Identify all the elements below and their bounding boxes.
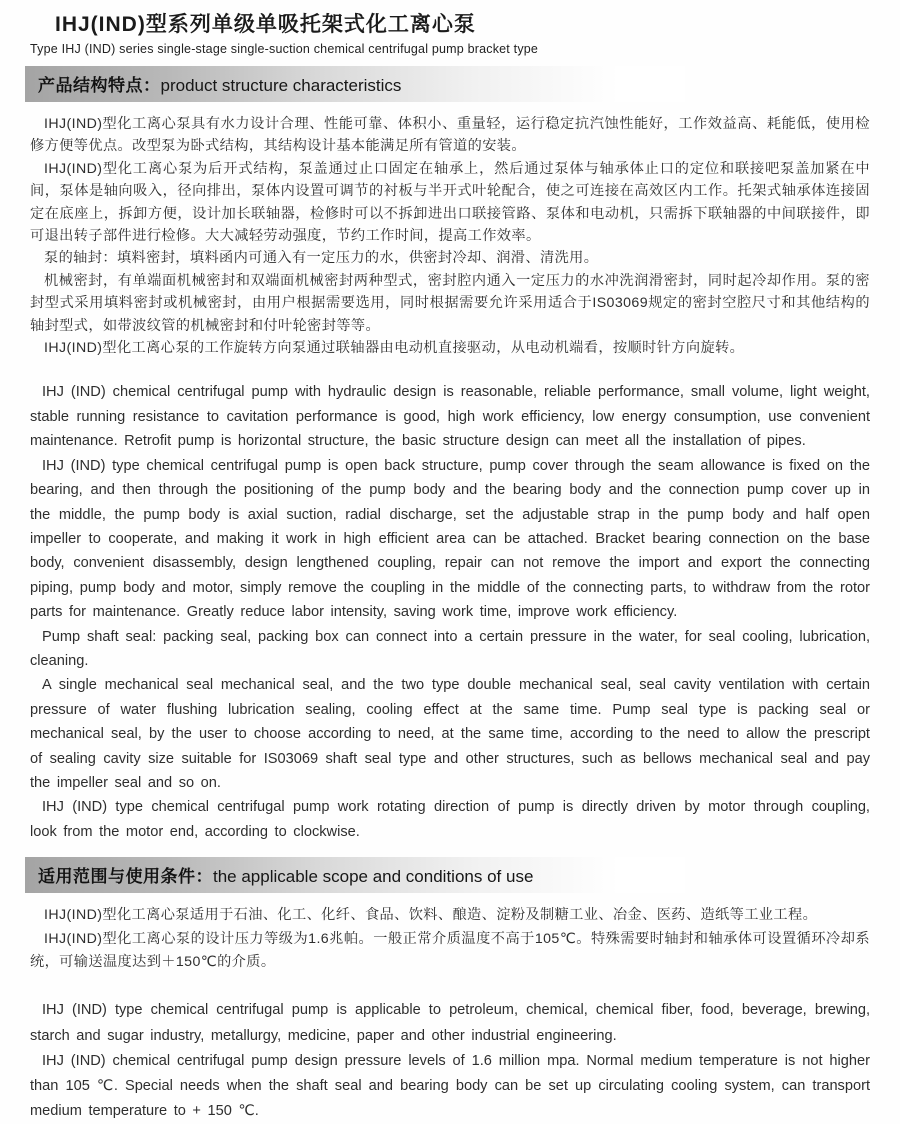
section1-chinese-paragraphs: [30, 113, 870, 359]
en-paragraph: IHJ (IND) chemical centrifugal pump with hydraulic design is reasonable, reliable performance, small volume, light weight, stable running resistance to cavitation performance is good, high work efficiency, low energy consumption, use convenient maintenance. Retrofit pump is horizontal structure, the basic structure design can meet all the installation of pipes.: [30, 384, 870, 450]
section-heading-cn: 适用范围与使用条件：: [38, 867, 213, 887]
section-heading-cn: 产品结构特点：: [38, 76, 161, 95]
page-title: IHJ(IND)型系列单级单吸托架式化工离心泵: [55, 13, 476, 36]
en-paragraph: IHJ (IND) type chemical centrifugal pump is applicable to petroleum, chemical, chemical fiber, food, beverage, brewing, starch and sugar industry, metallurgy, medicine, paper and other industrial engineering.: [30, 1002, 870, 1044]
en-paragraph: IHJ (IND) chemical centrifugal pump design pressure levels of 1.6 million mpa. Normal medium temperature is not higher than 105 ℃. Special needs when the shaft seal and bearing body can be set up circulating cooling system, can transport medium temperature to + 150 ℃.: [30, 1052, 870, 1120]
cn-paragraph: IHJ(IND)型化工离心泵的工作旋转方向泵通过联轴器由电动机直接驱动，从电动机端看，按顺时针方向旋转。: [44, 340, 745, 357]
cn-paragraph: IHJ(IND)型化工离心泵适用于石油、化工、化纤、食品、饮料、酿造、淀粉及制糖工业、冶金、医药、造纸等工业工程。: [44, 907, 818, 924]
page-subtitle: Type IHJ (IND) series single-stage single-suction chemical centrifugal pump bracket type: [30, 42, 539, 56]
en-paragraph: Pump shaft seal: packing seal, packing box can connect into a certain pressure in the water, for seal cooling, lubrication, cleaning.: [30, 628, 870, 669]
section-heading-applicable-scope: [25, 857, 685, 893]
cn-paragraph: IHJ(IND)型化工离心泵为后开式结构，泵盖通过止口固定在轴承上，然后通过泵体与轴承体止口的定位和联接吧泵盖加紧在中间，泵体是轴向吸入，径向排出，泵体内设置可调节的衬板与半开式叶轮配合，使之可连接在高效区内工作。托架式轴承体连接固定在底座上，拆卸方便，设计加长联轴器，检修时可以不拆卸进出口联接管路、泵体和电动机，只需拆下联轴器的中间联接件，即可退出转子部件进行检修。大大减轻劳动强度，节约工作时间，提高工作效率。: [30, 160, 870, 245]
cn-paragraph: IHJ(IND)型化工离心泵的设计压力等级为1.6兆帕。一般正常介质温度不高于105℃。特殊需要时轴封和轴承体可设置循环冷却系统，可输送温度达到＋150℃的介质。: [30, 930, 870, 970]
section2-english-paragraphs: [30, 998, 870, 1124]
en-paragraph: A single mechanical seal mechanical seal, and the two type double mechanical seal, seal cavity ventilation with certain pressure of water flushing lubrication sealing, cooling effect at the same time. Pump seal type is packing seal or mechanical seal, by the user to choose according to need, at the same time, according to the need to allow the prescript of sealing cavity size suitable for IS03069 shaft seal type and other structures, such as bellows mechanical seal and pay the impeller seal and so on.: [30, 677, 870, 791]
section-heading-en: the applicable scope and conditions of use: [213, 867, 534, 887]
section2-chinese-paragraphs: [30, 904, 870, 974]
section-heading-en: product structure characteristics: [160, 76, 402, 95]
cn-paragraph: 泵的轴封：填料密封，填料函内可通入有一定压力的水，供密封冷却、润滑、清洗用。: [44, 250, 599, 267]
cn-paragraph: 机械密封，有单端面机械密封和双端面机械密封两种型式，密封腔内通入一定压力的水冲洗润滑密封，同时起冷却作用。泵的密封型式采用填料密封或机械密封，由用户根据需要选用，同时根据需要允许采用适合于IS03069规定的密封空腔尺寸和其他结构的轴封型式，如带波纹管的机械密封和付叶轮密封等等。: [30, 272, 870, 334]
section1-english-paragraphs: [30, 380, 870, 844]
cn-paragraph: IHJ(IND)型化工离心泵具有水力设计合理、性能可靠、体积小、重量轻，运行稳定抗汽蚀性能好，工作效益高、耗能低，使用检修方便等优点。改型泵为卧式结构，其结构设计基本能满足所有管道的安装。: [30, 116, 870, 155]
section-heading-product-structure: [25, 66, 685, 102]
en-paragraph: IHJ (IND) type chemical centrifugal pump work rotating direction of pump is directly driven by motor through coupling, look from the motor end, according to clockwise.: [30, 799, 870, 840]
en-paragraph: IHJ (IND) type chemical centrifugal pump is open back structure, pump cover through the seam allowance is fixed on the bearing, and then through the positioning of the pump body and the bearing body and the connection pump cover up in the middle, the pump body is axial suction, radial discharge, set the adjustable strap in the pump body and half open impeller to cooperate, and making it work in high efficient area can be attached. Bracket bearing connection on the base body, convenient disassembly, design lengthened coupling, repair can not remove the import and export the connecting piping, pump body and motor, simply remove the coupling in the middle of the connecting parts, to withdraw from the rotor parts for maintenance. Greatly reduce labor intensity, saving work time, improve work efficiency.: [30, 457, 870, 621]
